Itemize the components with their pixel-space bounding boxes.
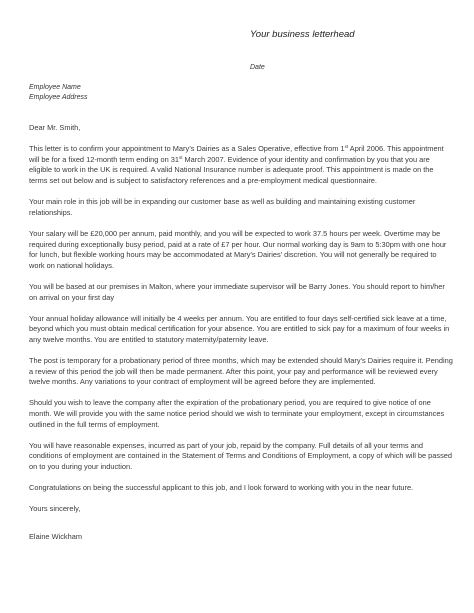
closing: Yours sincerely, [29, 504, 81, 514]
paragraph-appointment-part-a: This letter is to confirm your appointment to Mary’s Dairies as a Sales Operative, effective from 1 [29, 144, 345, 154]
signature: Elaine Wickham [29, 531, 82, 541]
letterhead: Your business letterhead [250, 29, 355, 40]
paragraph-appointment-part-b: April 2006. This appointment will be for a fixed 12-month term ending on 31 [29, 144, 444, 164]
recipient-name: Employee Name [29, 84, 81, 91]
paragraph-salary: Your salary will be £20,000 per annum, paid monthly, and you will be expected to work 37.5 hours per week. Overtime may be required during exceptionally busy period, paid at a rate of £7 per hour. Our normal working day is 9am to 5:30pm with one hour for lunch, but flexible working hours may be accommodated at Mary’s Dairies’ discretion. You will not generally be required to work on national holidays. [29, 228, 447, 270]
date-line: Date [250, 64, 265, 71]
recipient-block [29, 83, 88, 103]
ordinal-suffix: st [178, 154, 183, 160]
paragraph-appointment [29, 144, 453, 186]
recipient-address: Employee Address [29, 94, 88, 101]
greeting: Dear Mr. Smith, [29, 123, 81, 132]
paragraph-location: You will be based at our premises in Malton, where your immediate supervisor will be Barry Jones. You should report to him/her on arrival on your first day [29, 281, 445, 302]
paragraph-probation: The post is temporary for a probationary period of three months, which may be extended should Mary’s Dairies require it. Pending a review of this period the job will then be made permanent. After this point, your pay and performance will be reviewed every twelve months. Any variations to your contract of employment will be agreed before they are implemented. [29, 356, 453, 387]
ordinal-suffix: st [344, 144, 349, 150]
paragraph-holiday: Your annual holiday allowance will initially be 4 weeks per annum. You are entitled to four days self-certified sick leave at a time, beyond which you must obtain medical certification for your absence. You are entitled to sick pay for a maximum of four weeks in any twelve months. You are entitled to statutory maternity/paternity leave. [29, 313, 450, 344]
paragraph-notice: Should you wish to leave the company after the expiration of the probationary period, you are required to give notice of one month. We will provide you with the same notice period should we wish to terminate your employment, except in circumstances outlined in the full terms of employment. [29, 398, 445, 429]
paragraph-appointment-part-c: March 2007. Evidence of your identity and confirmation by you that you are eligible to work in the UK is required. A valid National Insurance number is adequate proof. This appointment is made on the terms set out below and is subject to satisfactory references and a pre-employment medical questionnaire. [29, 154, 434, 185]
paragraph-role: Your main role in this job will be in expanding our customer base as well as building and maintaining existing customer relationships. [29, 197, 416, 217]
letter-body [29, 123, 453, 553]
paragraph-congratulations: Congratulations on being the successful applicant to this job, and I look forward to working with you in the near future. [29, 483, 414, 493]
paragraph-expenses: You will have reasonable expenses, incurred as part of your job, repaid by the company. Full details of all your terms and conditions of employment are contained in the Statement of Terms and Conditions of Employment, a copy of which will be passed on to you during your induction. [29, 440, 453, 471]
